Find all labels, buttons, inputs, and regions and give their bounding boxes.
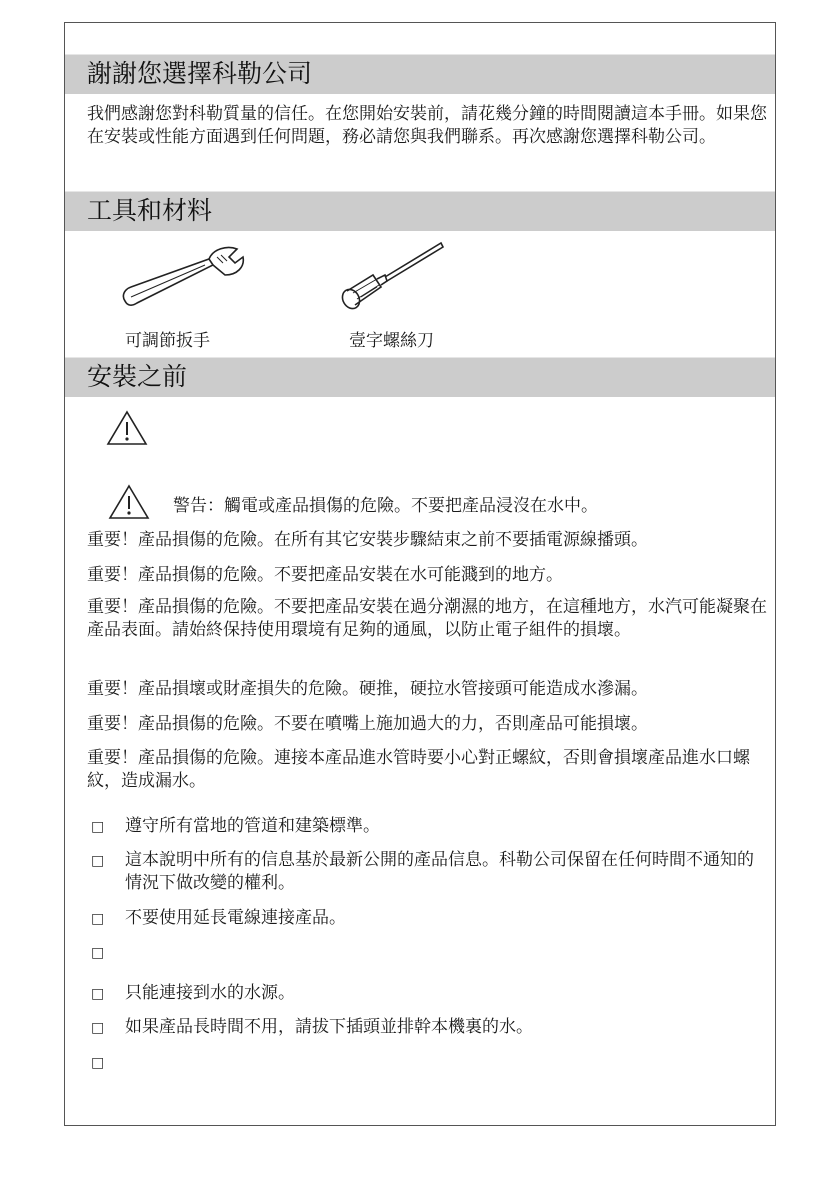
screwdriver-icon <box>337 235 457 315</box>
checkbox[interactable]: □ <box>91 819 105 835</box>
important-note: 重要！產品損傷的危險。不要在噴嘴上施加過大的力，否則產品可能損壞。 <box>87 714 648 734</box>
checklist-text: 遵守所有當地的管道和建築標準。 <box>125 816 380 836</box>
warning-text: 警告：觸電或產品損傷的危險。不要把產品浸沒在水中。 <box>173 496 598 516</box>
checkbox[interactable]: □ <box>91 853 105 869</box>
important-note: 重要！產品損傷的危險。不要把產品安裝在水可能濺到的地方。 <box>87 565 563 585</box>
checkbox[interactable]: □ <box>91 1020 105 1036</box>
checklist-text: 不要使用延長電線連接產品。 <box>125 908 346 928</box>
important-note: 重要！產品損傷的危險。在所有其它安裝步驟結束之前不要插電源線播頭。 <box>87 530 648 550</box>
warning-triangle-icon <box>107 483 151 521</box>
section-heading-tools: 工具和材料 <box>65 191 775 231</box>
important-note: 重要！產品損傷的危險。不要把產品安裝在過分潮濕的地方，在這種地方，水汽可能凝聚在產品表面。請始終保持使用環境有足夠的通風，以防止電子組件的損壞。 <box>87 597 767 640</box>
checklist-text: 如果產品長時間不用，請拔下插頭並排幹本機裏的水。 <box>125 1017 533 1037</box>
checkbox[interactable]: □ <box>91 945 105 961</box>
section-heading-before: 安裝之前 <box>65 357 775 397</box>
checklist-text: 只能連接到水的水源。 <box>125 983 295 1003</box>
checkbox[interactable]: □ <box>91 986 105 1002</box>
checklist-text: 這本說明中所有的信息基於最新公開的產品信息。科勒公司保留在任何時間不通知的情況下做改變的權利。 <box>125 850 754 893</box>
section-heading-thanks: 謝謝您選擇科勒公司 <box>65 54 775 94</box>
checkbox[interactable]: □ <box>91 1055 105 1071</box>
tool-label-wrench: 可調節扳手 <box>125 331 210 351</box>
checkbox[interactable]: □ <box>91 911 105 927</box>
document-frame <box>64 22 776 1126</box>
important-note: 重要！產品損傷的危險。連接本產品進水管時要小心對正螺紋，否則會損壞產品進水口螺紋，造成漏水。 <box>87 748 750 791</box>
caution-triangle-icon <box>105 409 149 447</box>
thanks-paragraph: 我們感謝您對科勒質量的信任。在您開始安裝前，請花幾分鐘的時間閱讀這本手冊。如果您在安裝或性能方面遇到任何問題，務必請您與我們聯系。再次感謝您選擇科勒公司。 <box>87 104 767 147</box>
wrench-icon <box>117 243 247 313</box>
tool-label-screwdriver: 壹字螺絲刀 <box>349 331 434 351</box>
important-note: 重要！產品損壞或財產損失的危險。硬推，硬拉水管接頭可能造成水滲漏。 <box>87 679 648 699</box>
